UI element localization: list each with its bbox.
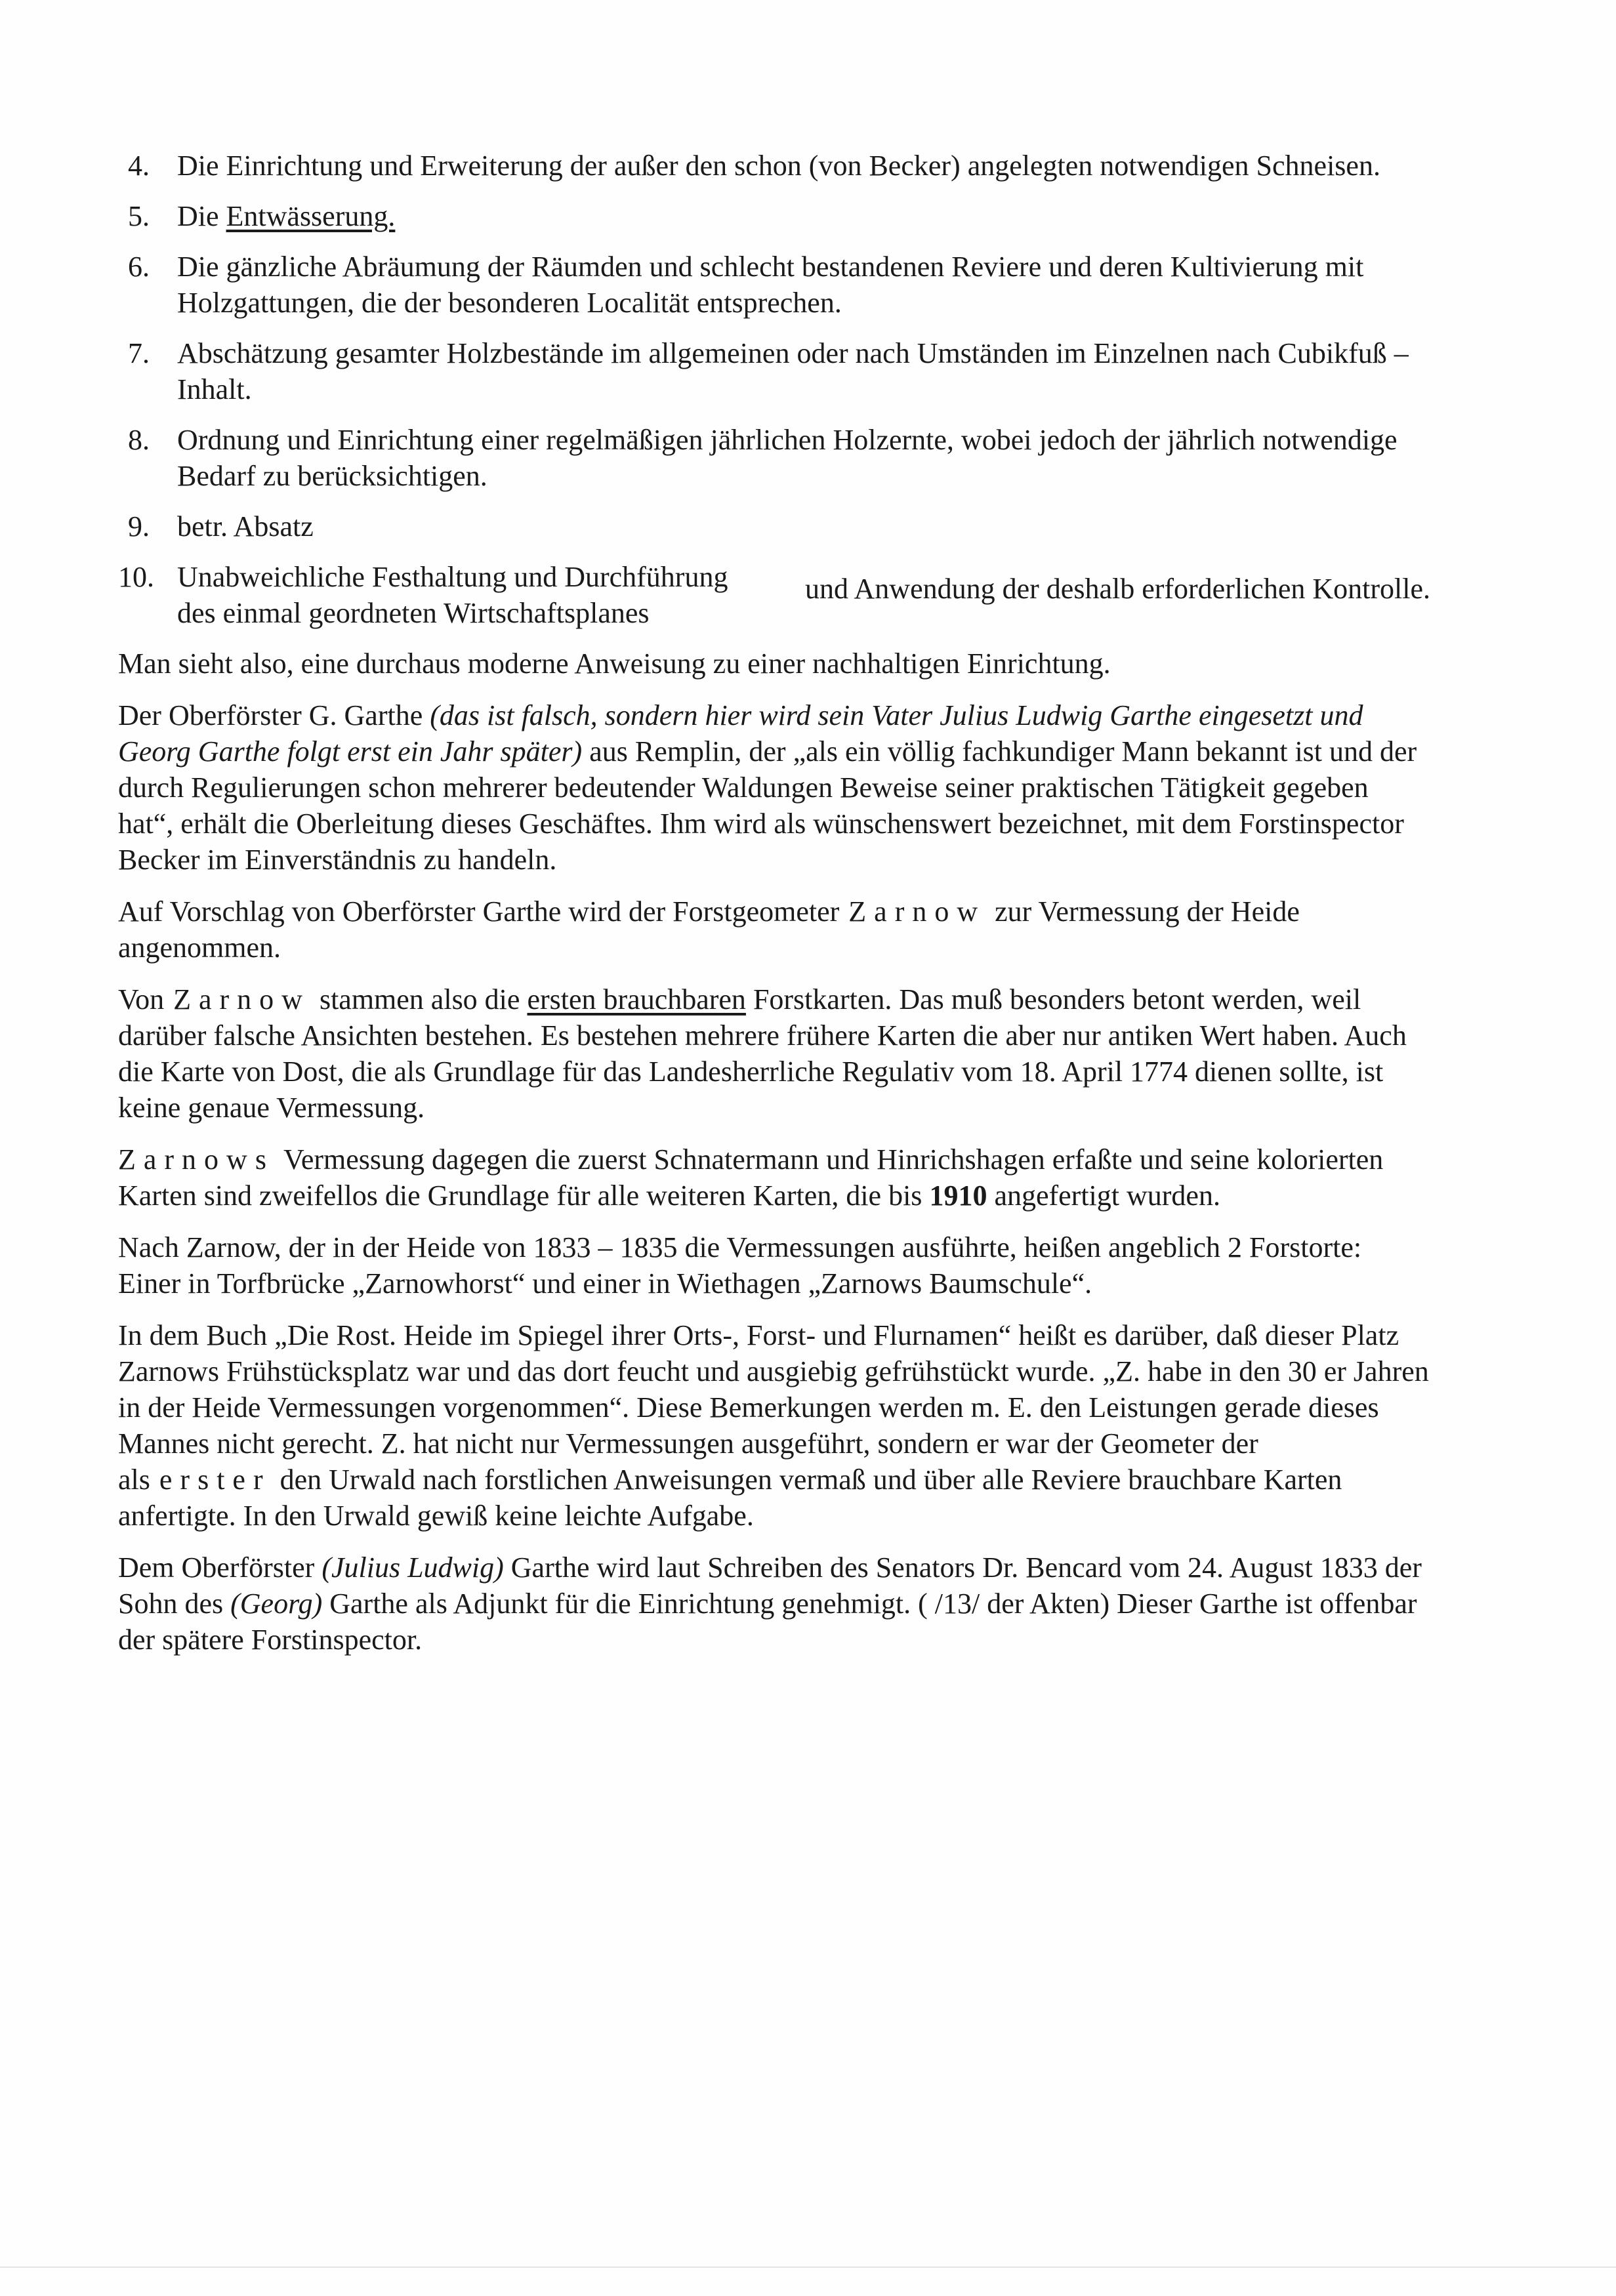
text-run: den Urwald nach forstlichen Anweisungen vermaß und über alle Reviere brauchbare Karten anfertigte. In den Urwald gewiß keine leichte Aufgabe.: [118, 1464, 1342, 1532]
list-number: 10.: [118, 561, 154, 593]
list-item-9: [118, 508, 1430, 544]
list-number: 6.: [128, 251, 150, 283]
underlined-text: ersten brauchbaren: [527, 983, 746, 1015]
list-number: 8.: [128, 424, 150, 456]
paragraph-modern-instruction: Man sieht also, eine durchaus moderne Anweisung zu einer nachhaltigen Einrichtung.: [118, 647, 1111, 680]
text-run: Auf Vorschlag von Oberförster Garthe wird der Forstgeometer: [118, 895, 840, 928]
underlined-text: Entwässerung.: [226, 200, 396, 232]
list-item-7: [118, 335, 1430, 407]
paragraph-forstkarten: [118, 981, 1430, 1126]
list-text: Unabweichliche Festhaltung und Durchführung des einmal geordneten Wirtschaftsplanes: [177, 561, 728, 629]
italic-note: (das ist falsch, sondern hier wird sein Vater Julius Ludwig Garthe eingesetzt und Georg Garthe folgt erst ein Jahr später): [118, 699, 1363, 768]
text-run: Der Oberförster G. Garthe: [118, 699, 430, 731]
list-text: Abschätzung gesamter Holzbestände im allgemeinen oder nach Umständen im Einzelnen nach Cubikfuß – Inhalt.: [177, 337, 1409, 405]
spaced-name: Zarnow: [173, 983, 310, 1015]
italic-note: (Julius Ludwig): [321, 1551, 504, 1584]
text-run: Garthe wird laut Schreiben des Senators Dr. Bencard vom 24. August 1833 der Sohn des: [118, 1551, 1422, 1620]
text-run: Von: [118, 983, 165, 1015]
spaced-name: Zarnows: [118, 1143, 274, 1176]
list-text: betr. Absatz: [177, 510, 314, 543]
text-run: angefertigt wurden.: [987, 1179, 1220, 1212]
text-run: Garthe als Adjunkt für die Einrichtung genehmigt. ( /13/ der Akten) Dieser Garthe ist offenbar der spätere Forstinspector.: [118, 1588, 1417, 1656]
numbered-list: [118, 148, 1430, 631]
spaced-word: erster: [159, 1464, 271, 1496]
list-text: Ordnung und Einrichtung einer regelmäßigen jährlichen Holzernte, wobei jedoch der jährlich notwendige Bedarf zu berücksichtigen.: [177, 424, 1398, 492]
list-item-5: [118, 198, 1430, 234]
scan-edge-line: [0, 2266, 1616, 2268]
list-number: 5.: [128, 200, 150, 232]
list-item-6: [118, 249, 1430, 321]
bold-year: 1910: [929, 1179, 987, 1212]
list-number: 7.: [128, 337, 150, 369]
paragraph-buch-rost-heide: [118, 1317, 1430, 1534]
text-run: aus Remplin, der „als ein völlig fachkundiger Mann bekannt ist und der durch Regulierungen schon mehrerer bedeutender Waldungen Beweise seiner praktischen Tätigkeit gegeben hat“, erhält die Oberleitung dieses Geschäftes. Ihm wird als wünschenswert bezeichnet, mit dem Forstinspector Becker im Einverständnis zu handeln.: [118, 735, 1417, 876]
text-run: Forstkarten. Das muß besonders betont werden, weil darüber falsche Ansichten bestehen. Es bestehen mehrere frühere Karten die aber nur antiken Wert haben. Auch die Karte von Dost, die als Grundlage für das Landesherrliche Regulativ vom 18. April 1774 dienen sollte, ist keine genaue Vermessung.: [118, 983, 1407, 1124]
document-body: [118, 148, 1430, 1673]
italic-note: (Georg): [230, 1588, 323, 1620]
list-item-8: [118, 422, 1430, 494]
paragraph-vermessung: [118, 1141, 1430, 1214]
list-text: Die gänzliche Abräumung der Räumden und schlecht bestandenen Reviere und deren Kultivierung mit Holzgattungen, die der besonderen Localität entsprechen.: [177, 251, 1364, 319]
paragraph-forstgeometer: [118, 893, 1430, 966]
list-text-continuation: und Anwendung der deshalb erforderlichen Kontrolle.: [804, 573, 1430, 605]
paragraph-adjunkt: [118, 1549, 1430, 1658]
list-item-10: [118, 559, 1430, 631]
list-number: 9.: [128, 510, 150, 543]
spaced-name: Zarnow: [848, 895, 986, 928]
text-run: Dem Oberförster: [118, 1551, 322, 1584]
list-text: [177, 198, 1430, 234]
text-run: zur Vermessung der Heide angenommen.: [118, 895, 1300, 964]
list-text-pre: Die: [177, 200, 226, 232]
text-run: stammen also die: [319, 983, 528, 1015]
text-run: Vermessung dagegen die zuerst Schnatermann und Hinrichshagen erfaßte und seine kolorierten Karten sind zweifellos die Grundlage für alle weiteren Karten, die bis: [118, 1143, 1384, 1212]
text-run: In dem Buch „Die Rost. Heide im Spiegel ihrer Orts-, Forst- und Flurnamen“ heißt es darüber, daß dieser Platz Zarnows Frühstücksplatz war und das dort feucht und ausgiebig gefrühstückt wurde. „Z. habe in den 30 er Jahren in der Heide Vermessungen vorgenommen“. Diese Bemerkungen werden m. E. den Leistungen gerade dieses Mannes nicht gerecht. Z. hat nicht nur Vermessungen ausgeführt, sondern er war der Geometer der als: [118, 1319, 1429, 1496]
list-text: Die Einrichtung und Erweiterung der außer den schon (von Becker) angelegten notwendigen Schneisen.: [177, 150, 1380, 182]
list-item-4: [118, 148, 1430, 184]
list-number: 4.: [128, 150, 150, 182]
paragraph-forstorte: Nach Zarnow, der in der Heide von 1833 – 1835 die Vermessungen ausführte, heißen angeblich 2 Forstorte: Einer in Torfbrücke „Zarnowhorst“ und einer in Wiethagen „Zarnows Baumschule“.: [118, 1231, 1362, 1300]
paragraph-oberfoerster-garthe: [118, 697, 1430, 878]
